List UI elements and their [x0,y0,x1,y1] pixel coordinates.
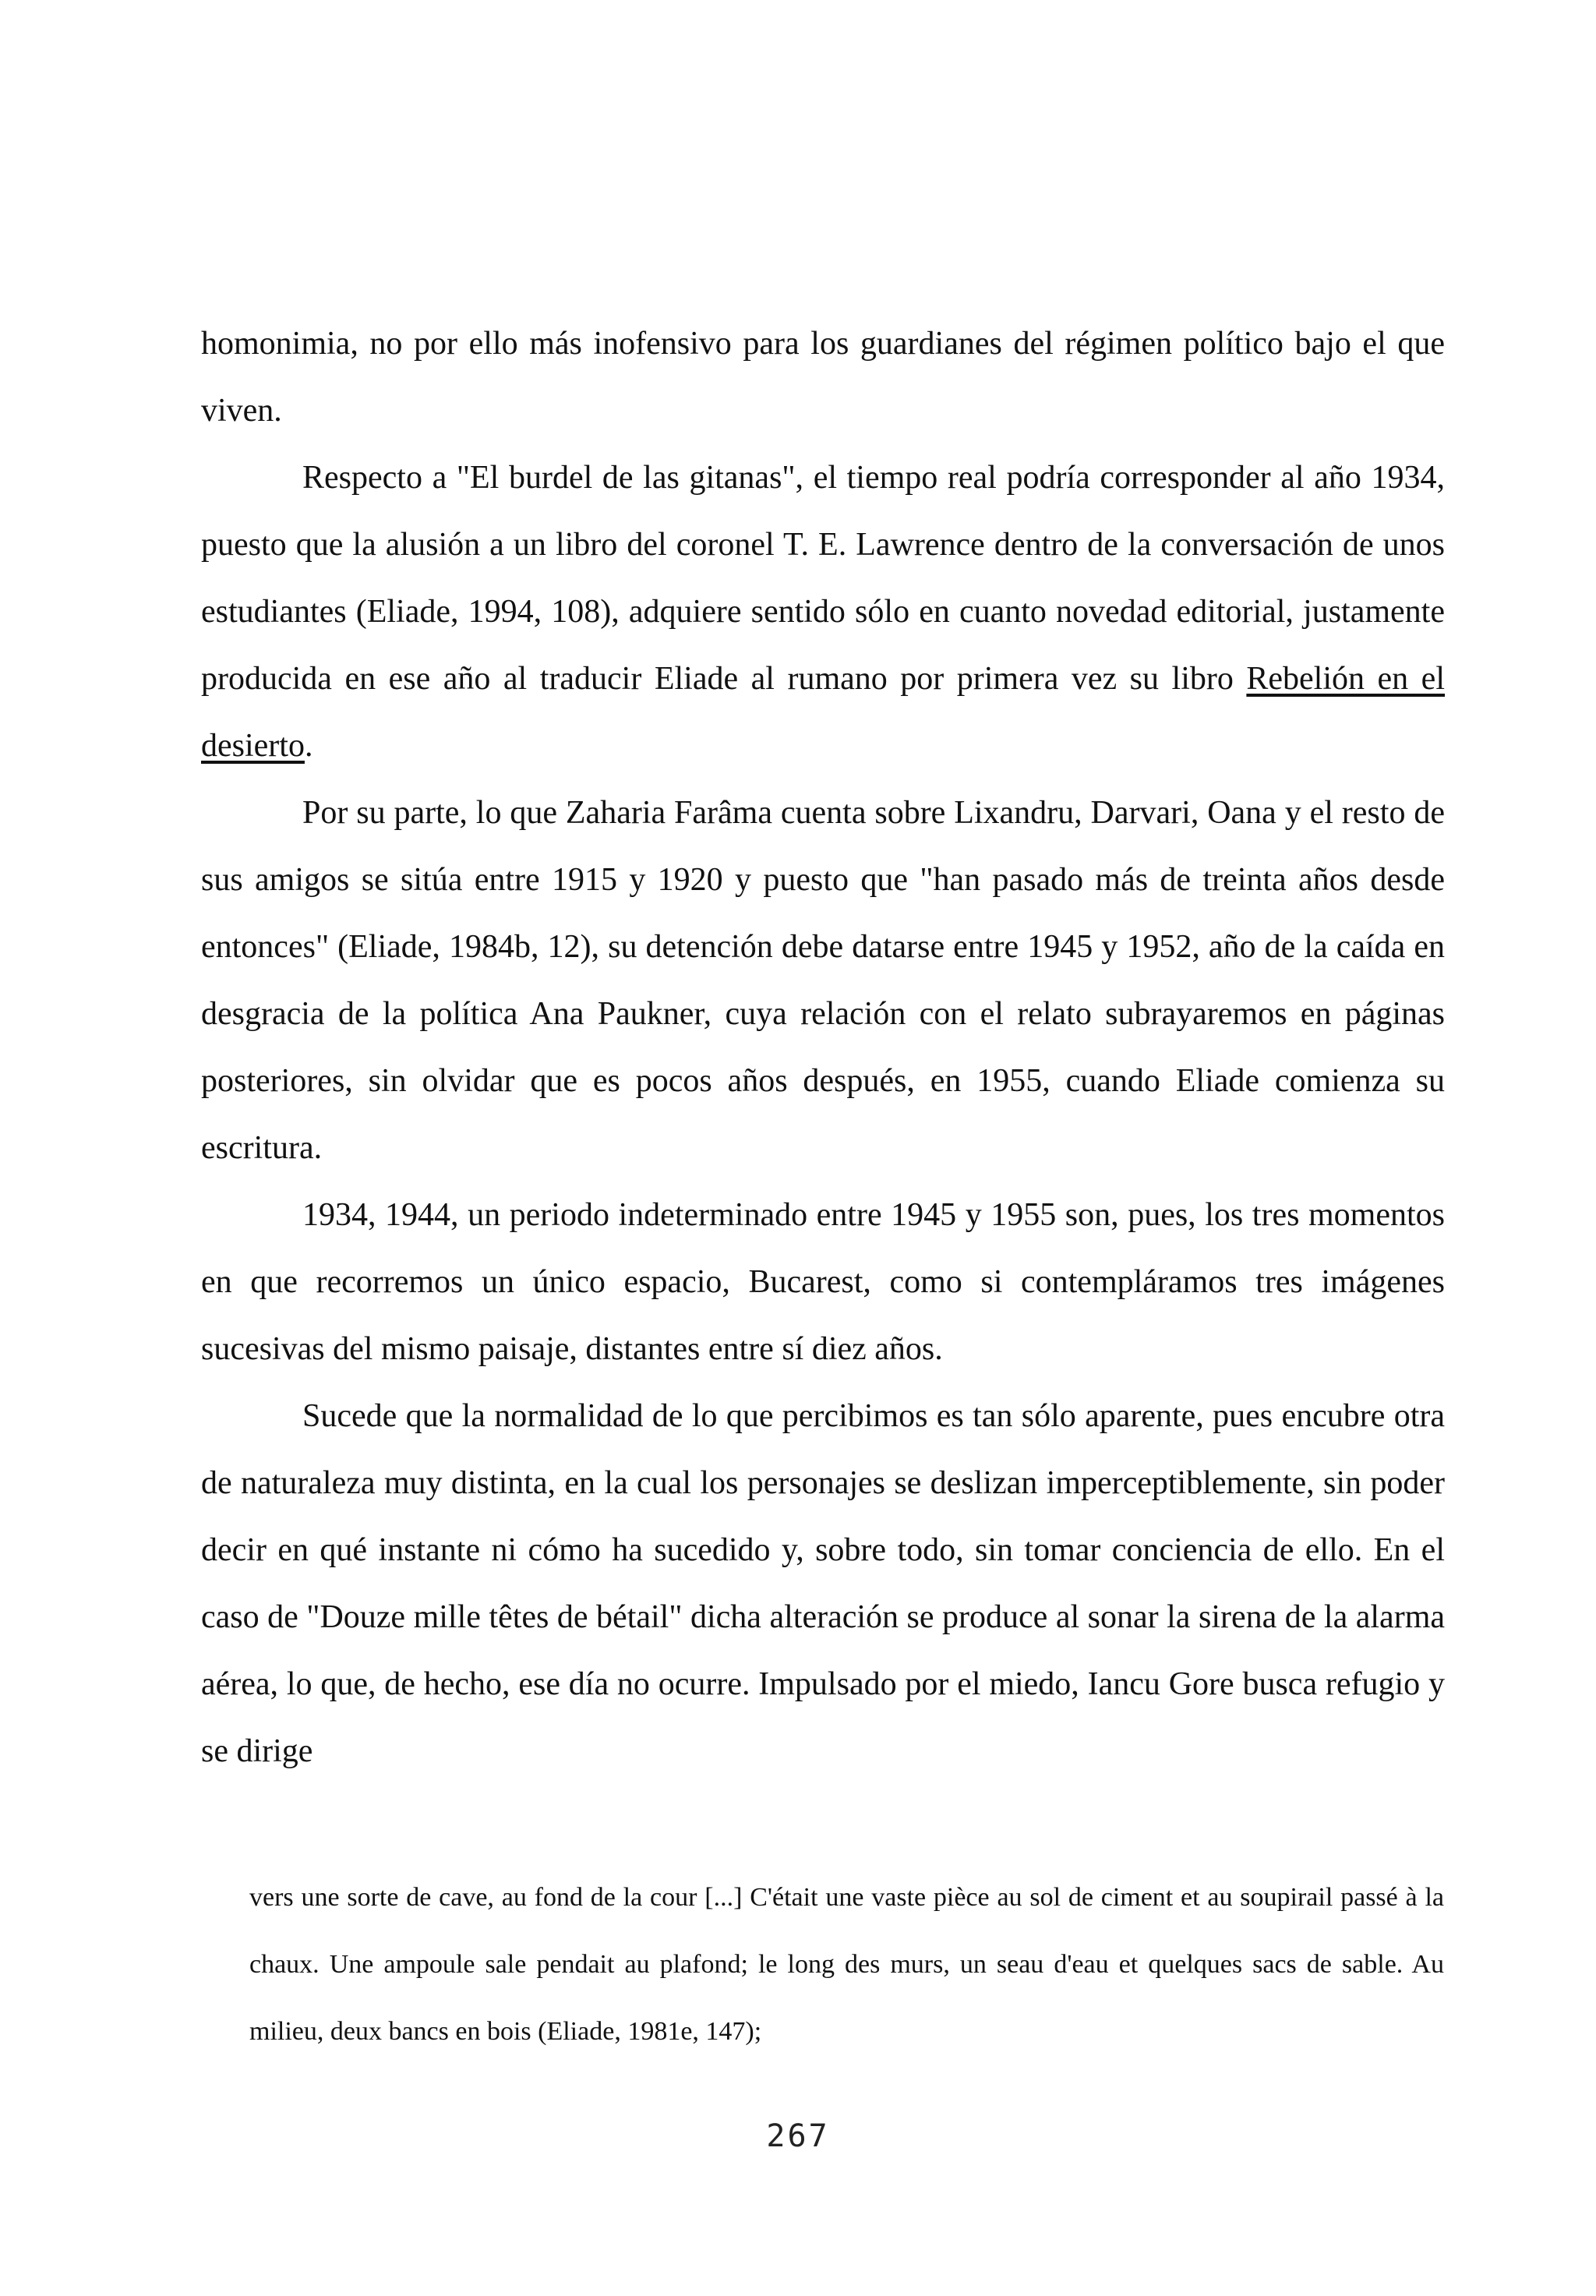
paragraph-2 [201,444,1445,779]
paragraph-4: 1934, 1944, un periodo indeterminado entre 1945 y 1955 son, pues, los tres momentos en que recorremos un único espacio, Bucarest, como si contempláramos tres imágenes sucesivas del mismo paisaje, distantes entre sí diez años. [201,1197,1445,1367]
paragraph-2-end: . [304,728,313,764]
page-body [201,310,1445,1785]
page-number: 267 [766,2118,830,2154]
paragraph-1: homonimia, no por ello más inofensivo para los guardianes del régimen político bajo el que viven. [201,326,1445,429]
paragraph-2-text: Respecto a "El burdel de las gitanas", el tiempo real podría corresponder al año 1934, puesto que la alusión a un libro del coronel T. E. Lawrence dentro de la conversación de unos estudiantes (Eliade, 1994, 108), adquiere sentido sólo en cuanto novedad editorial, justamente producida en ese año al traducir Eliade al rumano por primera vez su libro [201,460,1445,697]
paragraph-3: Por su parte, lo que Zaharia Farâma cuenta sobre Lixandru, Darvari, Oana y el resto de sus amigos se sitúa entre 1915 y 1920 y puesto que "han pasado más de treinta años desde entonces" (Eliade, 1984b, 12), su detención debe datarse entre 1945 y 1952, año de la caída en desgracia de la política Ana Paukner, cuya relación con el relato subrayaremos en páginas posteriores, sin olvidar que es pocos años después, en 1955, cuando Eliade comienza su escritura. [201,795,1445,1166]
book-title-rebelion: Rebelión en el desierto [201,661,1445,764]
block-quote: vers une sorte de cave, au fond de la cour [...] C'était une vaste pièce au sol de ciment et au soupirail passé à la chaux. Une ampoule sale pendait au plafond; le long des murs, un seau d'eau et quelques sacs de sable. Au milieu, deux bancs en bois (Eliade, 1981e, 147); [249,1883,1444,2046]
paragraph-5: Sucede que la normalidad de lo que percibimos es tan sólo aparente, pues encubre otra de naturaleza muy distinta, en la cual los personajes se deslizan imperceptiblemente, sin poder decir en qué instante ni cómo ha sucedido y, sobre todo, sin tomar conciencia de ello. En el caso de "Douze mille têtes de bétail" dicha alteración se produce al sonar la sirena de la alarma aérea, lo que, de hecho, ese día no ocurre. Impulsado por el miedo, Iancu Gore busca refugio y se dirige [201,1398,1445,1769]
